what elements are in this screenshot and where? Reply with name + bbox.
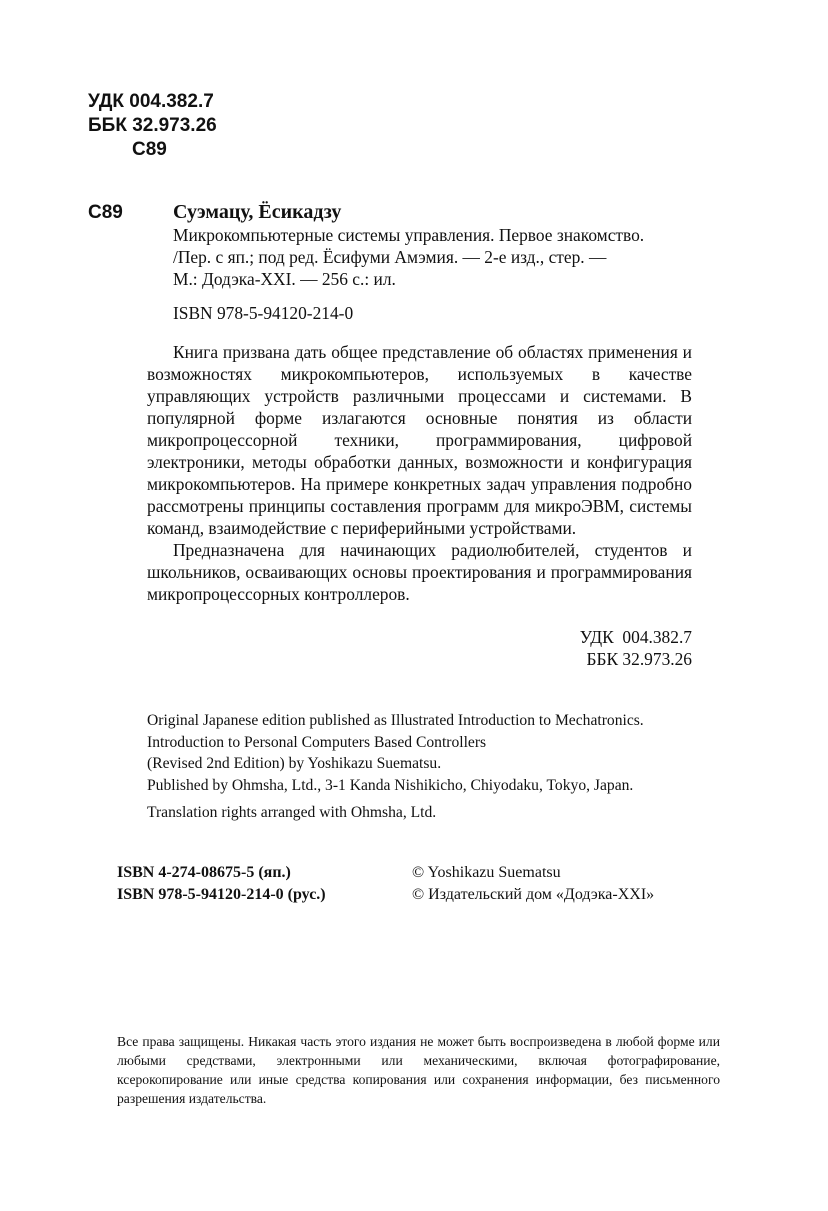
bibliographic-description <box>173 224 693 290</box>
classification-codes <box>88 90 217 162</box>
biblio-line: Микрокомпьютерные системы управления. Первое знакомство. <box>173 225 645 245</box>
udk-code: УДК 004.382.7 <box>88 91 214 112</box>
bbk-code: ББК 32.973.26 <box>88 115 217 136</box>
annotation-paragraph: Предназначена для начинающих радиолюбителей, студентов и школьников, осваивающих основы проектирования и программирования микропроцессорных контроллеров. <box>147 540 692 604</box>
rights-notice: Все права защищены. Никакая часть этого издания не может быть воспроизведена в любой форме или любыми средствами, электронными или механическими, включая фотографирование, ксерокопирование или иные средства копирования или сохранения информации, без письменного разрешения издательства. <box>117 1034 720 1106</box>
author-mark: С89 <box>132 139 167 160</box>
annotation-paragraph: Книга призвана дать общее представление об областях применения и возможностях микрокомпьютеров, используемых в качестве управляющих устройств различными процессами и системами. В популярной форме излагаются основные понятия из области микропроцессорной техники, программирования, цифровой электроники, методы обработки данных, возможности и конфигурация микрокомпьютеров. На примере конкретных задач управления подробно рассмотрены принципы составления программ для микроЭВМ, системы команд, взаимодействие с периферийными устройствами. <box>147 342 692 538</box>
copyright-list <box>412 862 654 906</box>
copyright-publisher: © Издательский дом «Додэка-XXI» <box>412 886 655 903</box>
copyright-author: © Yoshikazu Suematsu <box>412 864 561 881</box>
classification-codes-right <box>470 626 692 670</box>
annotation <box>147 341 692 605</box>
original-edition-line: Published by Ohmsha, Ltd., 3-1 Kanda Nishikicho, Chiyodaku, Tokyo, Japan. <box>147 776 634 794</box>
original-edition-notice <box>147 710 644 796</box>
isbn-japanese: ISBN 4-274-08675-5 (яп.) <box>117 864 291 881</box>
biblio-line: М.: Додэка-XXI. — 256 с.: ил. <box>173 269 396 289</box>
original-edition-line: Original Japanese edition published as Illustrated Introduction to Mechatronics. <box>147 712 644 729</box>
isbn-russian: ISBN 978-5-94120-214-0 (рус.) <box>117 886 326 903</box>
catalog-isbn: ISBN 978-5-94120-214-0 <box>173 303 354 323</box>
catalog-author-code: С89 <box>88 202 123 223</box>
udk-code-right: УДК 004.382.7 <box>579 627 692 647</box>
original-edition-line: (Revised 2nd Edition) by Yoshikazu Suematsu. <box>147 755 442 772</box>
biblio-line: /Пер. с яп.; под ред. Ёсифуми Амэмия. — 2-е изд., стер. — <box>173 247 607 267</box>
bbk-code-right: ББК 32.973.26 <box>586 649 692 669</box>
original-edition-line: Introduction to Personal Computers Based Controllers <box>147 733 487 751</box>
catalog-author-name: Суэмацу, Ёсикадзу <box>173 201 342 223</box>
translation-rights: Translation rights arranged with Ohmsha, Ltd. <box>147 804 437 821</box>
isbn-list <box>117 862 326 906</box>
